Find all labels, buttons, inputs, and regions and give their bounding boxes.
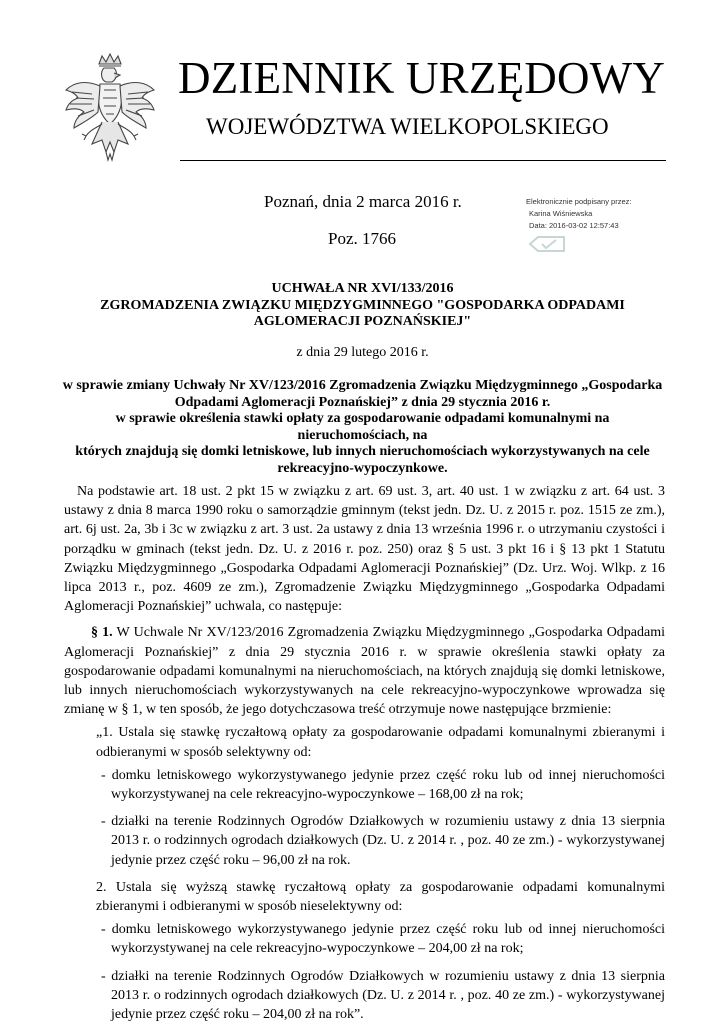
resolution-subject <box>60 378 665 477</box>
subject-line: Odpadami Aglomeracji Poznańskiej” z dnia 29 stycznia 2016 r. <box>174 394 551 410</box>
polish-eagle-emblem-icon <box>62 52 158 168</box>
amended-item-2: 2. Ustala się wyższą stawkę ryczałtową opłaty za gospodarowanie odpadami komunalnymi zbieranymi i odbieranymi w sposób nieselektywny od: <box>96 879 665 915</box>
dash-item: - domku letniskowego wykorzystywanego jedynie przez część roku lub od innej nieruchomości wykorzystywanej na cele rekreacyjno-wypoczynkowe – 204,00 zł na rok; <box>101 922 665 957</box>
amended-item-1: „1. Ustala się stawkę ryczałtową opłaty za gospodarowanie odpadami komunalnymi zbieranymi i odbieranymi w sposób selektywny od: <box>96 725 665 760</box>
gazette-subtitle: WOJEWÓDZTWA WIELKOPOLSKIEGO <box>206 114 609 139</box>
publication-date: Poznań, dnia 2 marca 2016 r. <box>264 192 462 211</box>
section-label: § 1. <box>91 625 113 641</box>
masthead-divider <box>180 160 666 161</box>
subject-line: rekreacyjno-wypoczynkowe. <box>277 460 448 476</box>
signature-signer: Karina Wiśniewska <box>529 209 593 218</box>
gazette-title: DZIENNIK URZĘDOWY <box>178 53 666 103</box>
legal-basis-paragraph: Na podstawie art. 18 ust. 2 pkt 15 w związku z art. 69 ust. 3, art. 40 ust. 1 w związku z art. 64 ust. 3 ustawy z dnia 8 marca 1990 roku o samorządzie gminnym (tekst jedn. Dz. U. z 2015 r. poz. 1515 ze zm.), art. 6j ust. 2a, 3b i 3c w związku z art. 3 ust. 2a ustawy z dnia 13 września 1996 r. o utrzymaniu czystości i porządku w gminach (tekst jedn. Dz. U. z 2016 r. poz. 250) oraz § 5 ust. 3 pkt 16 i § 13 pkt 1 Statutu Związku Międzygminnego „Gospodarka Odpadami Aglomeracji Poznańskiej” (Dz. Urz. Woj. Wlkp. z 16 lipca 2013 r., poz. 4609 ze zm.), Zgromadzenie Związku Międzygminnego „Gospodarka Odpadami Aglomeracji Poznańskiej” uchwala, co następuje: <box>64 484 665 615</box>
dash-item: - działki na terenie Rodzinnych Ogrodów Działkowych w rozumieniu ustawy z dnia 13 sierpnia 2013 r. o rodzinnych ogrodach działkowych (Dz. U. z 2014 r. , poz. 40 ze zm.) - wykorzystywanej jedynie przez część roku – 96,00 zł na rok. <box>101 814 665 868</box>
document-body <box>64 482 665 1032</box>
resolution-title <box>60 281 665 331</box>
section-text: W Uchwale Nr XV/123/2016 Zgromadzenia Związku Międzygminnego „Gospodarka Odpadami Aglomeracji Poznańskiej” z dnia 29 stycznia 2016 r. w sprawie określenia stawki opłaty za gospodarowanie odpadami komunalnymi na nieruchomościach, na których znajdują się domki letniskowe, lub innych nieruchomościach wykorzystywanych na cele rekreacyjno-wypoczynkowe wprowadza się zmianę w § 1, w ten sposób, że jego dotychczasowa treść otrzymuje nowe następujące brzmienie: <box>64 625 666 718</box>
dash-item: - domku letniskowego wykorzystywanego jedynie przez część roku lub od innej nieruchomości wykorzystywanej na cele rekreacyjno-wypoczynkowe – 168,00 zł na rok; <box>101 767 665 803</box>
resolution-title-line: AGLOMERACJI POZNAŃSKIEJ" <box>253 314 472 329</box>
signature-label: Elektronicznie podpisany przez: <box>526 197 632 206</box>
resolution-title-line: UCHWAŁA NR XVI/133/2016 <box>271 281 454 296</box>
resolution-date: z dnia 29 lutego 2016 r. <box>296 345 429 360</box>
subject-line: w sprawie zmiany Uchwały Nr XV/123/2016 Zgromadzenia Związku Międzygminnego „Gospodarka <box>62 378 663 393</box>
electronic-signature <box>526 196 686 232</box>
subject-line: których znajdują się domki letniskowe, lub innych nieruchomościach wykorzystywanych na cele <box>75 444 650 459</box>
dash-item: - działki na terenie Rodzinnych Ogrodów Działkowych w rozumieniu ustawy z dnia 13 sierpnia 2013 r. o rodzinnych ogrodach działkowych (Dz. U. z 2014 r. , poz. 40 ze zm.) - wykorzystywanej jedynie przez część roku – 204,00 zł na rok”. <box>101 968 665 1023</box>
signature-date: Data: 2016-03-02 12:57:43 <box>529 221 619 230</box>
resolution-title-line: ZGROMADZENIA ZWIĄZKU MIĘDZYGMINNEGO "GOSPODARKA ODPADAMI <box>100 297 625 313</box>
subject-line: w sprawie określenia stawki opłaty za gospodarowanie odpadami komunalnymi na nieruchomościach, na <box>115 411 610 443</box>
signature-check-icon <box>528 234 566 254</box>
position-number: Poz. 1766 <box>328 229 396 248</box>
section-1-paragraph <box>64 623 665 719</box>
